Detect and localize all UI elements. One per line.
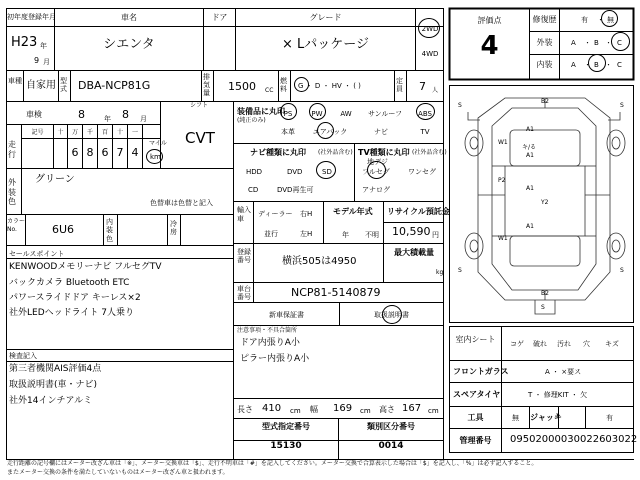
exterior-label: 外装 <box>536 38 553 47</box>
diag-mark: W1 <box>498 235 508 242</box>
interior-sep: ・ <box>584 61 591 69</box>
jack-value: 有 <box>606 414 613 422</box>
diag-mark: W1 <box>498 139 508 146</box>
model-year-unit: 年 <box>342 231 349 239</box>
inspector-label: 検査記入 <box>9 352 37 360</box>
model-year-unknown: 不明 <box>365 231 379 239</box>
equip-sunroof: サンルーフ <box>367 110 403 118</box>
diag-mark: A1 <box>526 152 534 159</box>
plate-label: 登録番号 <box>237 248 251 265</box>
sheet-item: 穴 <box>583 340 590 348</box>
jack-label: ジャッキ <box>530 413 562 422</box>
sales-points-label: セールスポイント <box>9 250 65 258</box>
spare-tire-label: スペアタイヤ <box>453 390 501 399</box>
equip-airbag: エアバック <box>312 128 348 136</box>
month-unit: 月 <box>43 58 50 66</box>
diag-mark: S <box>620 102 624 109</box>
diag-mark: キ/る <box>522 144 537 151</box>
exterior-color-value: グリーン <box>35 174 75 185</box>
import-right: 右H <box>300 210 313 218</box>
height-label: 高さ <box>379 405 395 414</box>
cc-unit: CC <box>265 87 274 94</box>
reg-era: H23 <box>11 35 38 50</box>
mileage-h5: 十 <box>116 129 123 136</box>
import-label: 輸入車 <box>237 206 251 224</box>
tv-sub: (社外品含む) <box>412 149 447 156</box>
evaluation-score: 4 <box>480 31 499 61</box>
mileage-digit: 7 <box>116 146 124 159</box>
sheet-item: 破れ <box>533 340 547 348</box>
exterior-sep: ・ <box>584 39 591 47</box>
equip-tv: TV <box>420 128 430 136</box>
interior-sheet-label: 室内シート <box>455 335 496 344</box>
diag-mark: S <box>620 267 624 274</box>
mileage-digit: 4 <box>131 146 139 159</box>
inspection-month: 8 <box>122 108 129 121</box>
length-value: 410 <box>262 403 282 414</box>
diag-mark: S <box>541 304 545 311</box>
diag-mark: A1 <box>526 185 534 192</box>
diag-mark: S <box>458 102 462 109</box>
interior-sep: ・ <box>605 61 612 69</box>
color-code-label: カラーNo. <box>7 218 26 233</box>
chassis-value: NCP81-5140879 <box>291 286 381 299</box>
mileage-digit: 8 <box>86 146 94 159</box>
repaint-note: 色替車は色替と記入 <box>150 199 213 207</box>
drive-2wd: 2WD <box>421 25 439 33</box>
inspector-line: 取扱説明書(車・ナビ) <box>9 380 98 390</box>
import-left: 左H <box>300 230 313 238</box>
equip-ps: PS <box>283 110 293 118</box>
reg-year-label: 初年度登録年月 <box>7 13 56 21</box>
front-glass-value: A ・ ×要ス <box>545 368 582 376</box>
repair-label: 修復歴 <box>532 15 557 24</box>
navi-sub: (社外品含む) <box>318 149 353 156</box>
width-unit: cm <box>360 407 371 415</box>
mileage-h4: 百 <box>101 129 108 136</box>
sales-point-line: バックカメラ Bluetooth ETC <box>9 278 130 288</box>
footer-note: またメーター交換の条件を満たしていないものはメーター改ざん車と扱われます。 <box>7 469 229 476</box>
owner-manual: 取扱説明書 <box>374 311 409 319</box>
tools-value: 無 <box>512 414 519 422</box>
model-label: 型式 <box>60 77 67 94</box>
equip-pw: PW <box>311 110 323 118</box>
management-label: 管理番号 <box>459 436 492 445</box>
designation-label: 型式指定番号 <box>262 422 310 431</box>
drive-4wd: 4WD <box>421 50 439 58</box>
inspector-line: 社外14インチアルミ <box>9 396 93 406</box>
year-unit: 年 <box>40 42 47 50</box>
recycle-value: 10,590 <box>392 225 431 238</box>
displacement-value: 1500 <box>228 80 256 93</box>
notes-label: 注意事項・不具合箇所 <box>237 327 298 334</box>
interior-color-label: 内装色 <box>106 218 113 243</box>
repair-sep: ・ <box>597 16 604 24</box>
navi-dvd-playback: DVD再生可 <box>277 186 314 194</box>
recycle-yen: 円 <box>432 231 439 239</box>
capacity-value: 7 <box>419 80 426 93</box>
height-value: 167 <box>402 403 422 414</box>
door-label: ドア <box>211 13 228 22</box>
inspection-year: 8 <box>78 108 85 121</box>
mileage-digit: 6 <box>101 146 109 159</box>
navi-cd: CD <box>248 186 259 194</box>
equip-leather: 本革 <box>281 128 295 136</box>
management-value: 09502000030022603022 <box>510 434 638 445</box>
diag-mark: S <box>458 267 462 274</box>
equip-navi: ナビ <box>374 128 388 136</box>
mileage-h2: 万 <box>71 129 78 136</box>
footer-note: 走行距離の記号欄にはメーター改ざん車は「※」、メーター交換車は「$」、走行不明車は「#」を記入してください。メーター交換で合算表示した場合は「$」を記入し、「%」は必ず記入すること。 <box>7 460 538 467</box>
sales-point-line: 社外LEDヘッドライト 7人乗り <box>9 308 134 318</box>
load-unit: kg <box>436 269 444 276</box>
interior-b: B <box>594 61 599 69</box>
tv-fullseg: フルセグ <box>362 168 390 176</box>
length-label: 長さ <box>237 405 253 414</box>
tools-label: 工具 <box>467 413 484 422</box>
designation-value: 15130 <box>270 441 302 451</box>
capacity-label: 定員 <box>396 77 403 94</box>
diag-mark: B2 <box>541 98 549 105</box>
fuel-value: G ・ D ・ HV ・ ( ) <box>298 82 361 90</box>
evaluation-label: 評価点 <box>477 16 502 25</box>
mileage-digit: 6 <box>71 146 79 159</box>
navi-hdd: HDD <box>246 168 263 176</box>
equipment-subtitle: (純正のみ) <box>237 117 266 124</box>
model-value: DBA-NCP81G <box>78 79 151 92</box>
navi-dvd: DVD <box>287 168 303 176</box>
tv-oneseg: ワンセグ <box>408 168 436 176</box>
tv-title: TV種類に丸印 <box>358 148 410 157</box>
height-unit: cm <box>428 407 439 415</box>
mileage-label: 走行 <box>8 140 16 160</box>
chassis-label: 車台番号 <box>237 285 251 302</box>
exterior-c: C <box>617 39 622 47</box>
equipment-title: 装備品に丸印 <box>237 107 285 116</box>
diag-mark: Y2 <box>541 199 549 206</box>
exterior-color-label: 外装色 <box>8 178 16 207</box>
load-label: 最大積載量 <box>394 248 434 257</box>
mileage-h6: 一 <box>131 129 138 136</box>
sheet-item: キズ <box>605 340 619 348</box>
exterior-b: B <box>594 39 599 47</box>
vehicle-type-label: 車種 <box>8 77 22 85</box>
sheet-item: 汚れ <box>557 340 571 348</box>
sales-point-line: KENWOODメモリーナビ フルセグTV <box>9 262 162 272</box>
diag-mark: P2 <box>498 177 506 184</box>
class-value: 0014 <box>378 441 404 451</box>
diag-mark: B2 <box>541 290 549 297</box>
spare-tire-value: T ・ 修理KIT ・ 欠 <box>528 391 588 399</box>
fuel-label: 燃料 <box>280 77 287 94</box>
diag-mark: A1 <box>526 126 534 133</box>
import-dealer: ディーラー <box>258 210 293 218</box>
width-value: 169 <box>333 403 353 414</box>
repair-no: 無 <box>607 16 614 24</box>
mileage-h0: 記号 <box>31 129 44 136</box>
equip-abs: ABS <box>418 110 432 118</box>
displacement-label: 排気量 <box>203 73 210 98</box>
reg-month: 9 <box>34 56 40 65</box>
length-unit: cm <box>290 407 301 415</box>
mileage-h3: 千 <box>86 129 93 136</box>
interior-c: C <box>617 61 622 69</box>
sales-point-line: パワースライドドア キーレス×2 <box>9 293 141 303</box>
sheet-item: コゲ <box>510 340 524 348</box>
inspection-year-unit: 年 <box>104 115 111 123</box>
mileage-h1: 十 <box>57 129 64 136</box>
inspection-month-unit: 月 <box>140 115 147 123</box>
class-label: 類別区分番号 <box>367 422 415 431</box>
tv-analog: アナログ <box>362 186 390 194</box>
exterior-a: A <box>571 39 576 47</box>
car-name-value: シエンタ <box>103 37 155 52</box>
note-line: ドア内張りA小 <box>240 338 300 348</box>
inspection-label: 車検 <box>26 110 42 119</box>
mile-unit: マイル <box>149 140 167 147</box>
grade-label: グレード <box>309 13 342 22</box>
import-parallel: 並行 <box>264 230 278 238</box>
equip-aw: AW <box>340 110 352 118</box>
shift-label: シフト <box>190 102 209 109</box>
color-code-value: 6U6 <box>52 223 75 236</box>
grade-value: × Lパッケージ <box>281 37 369 52</box>
car-name-label: 車名 <box>121 13 137 22</box>
front-glass-label: フロントガラス <box>453 367 509 376</box>
model-year-label: モデル年式 <box>333 207 373 216</box>
navi-sd: SD <box>322 168 332 176</box>
plate-value: 横浜505は4950 <box>282 256 357 267</box>
cooling-label: 冷房 <box>170 220 177 237</box>
width-label: 幅 <box>310 405 318 414</box>
km-unit: km <box>150 153 161 161</box>
person-unit: 人 <box>432 87 439 94</box>
interior-label: 内装 <box>536 60 553 69</box>
exterior-sep: ・ <box>605 39 612 47</box>
repair-yes: 有 <box>581 16 588 24</box>
vehicle-type-value: 自家用 <box>26 80 56 91</box>
shift-value: CVT <box>185 129 215 147</box>
interior-a: A <box>571 61 576 69</box>
recycle-label: リサイクル預託金 <box>387 207 450 216</box>
navi-title: ナビ種類に丸印 <box>250 148 306 157</box>
new-car-warranty: 新車保証書 <box>269 311 304 319</box>
inspector-line: 第三者機関AIS評価4点 <box>9 364 102 374</box>
diag-mark: A1 <box>526 223 534 230</box>
note-line: ピラー内張りA小 <box>240 354 310 364</box>
tv-digital: 地デジ <box>367 158 388 166</box>
